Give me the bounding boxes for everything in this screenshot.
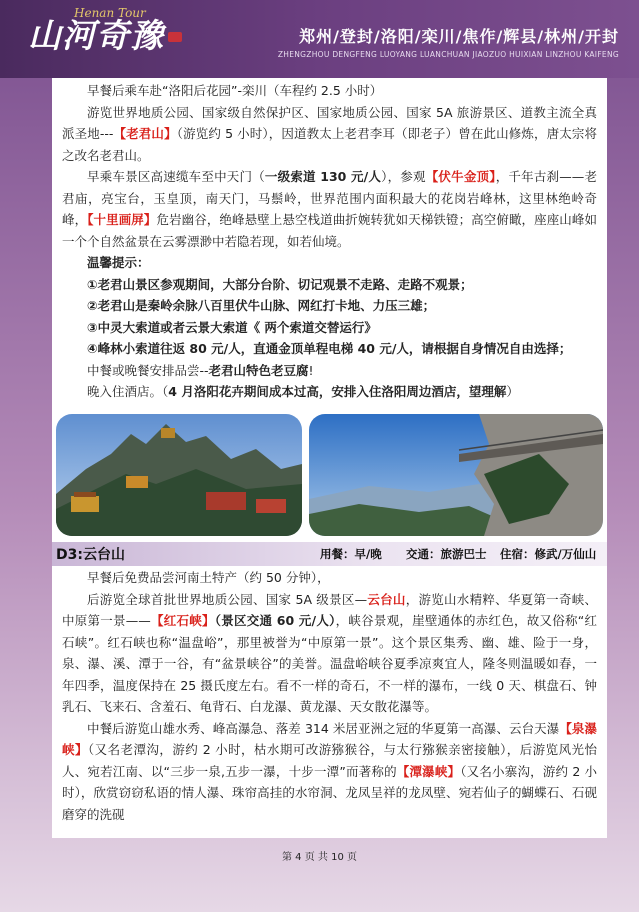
paragraph: 中餐后游览山雄水秀、峰高瀑急、落差 314 米居亚洲之冠的华夏第一高瀑、云台天瀑【泉瀑峡】（又名老潭沟，游约 2 小时，枯水期可改游猕猴谷，与太行猕猴亲密接触），后游览风光怡人、宛若江南、以“三步一泉,五步一瀑，十步一潭”而著称的【潭瀑峡】（又名小寨沟，游约 2 小时），欣赏窃窃私语的情人瀑、珠帘高挂的水帘洞、龙凤呈祥的龙凤壁、宛若仙子的蝴蝶石、石砚磨穿的洗砚 bbox=[62, 720, 597, 822]
day3-body bbox=[52, 567, 607, 825]
cliff-plankway-photo bbox=[309, 414, 603, 536]
paragraph: 后游览全球首批世界地质公园、国家 5A 级景区—云台山，游览山水精粹、华夏第一奇峡、中原第一景——【红石峡】（景区交通 60 元/人），峡谷景观，崖壁通体的赤红色，故又俗称“红石峡”。红石峡也称“温盘峪”，那里被誉为“中原第一景”。这个景区集秀、幽、雄、险于一身，泉、瀑、溪、潭于一谷，有“盆景峡谷”的美誉。温盘峪峡谷夏季凉爽宜人，隆冬则温暖如春，一年四季，温度保持在 25 摄氏度左右。看不一样的奇石，不一样的瀑布，一线 0 天、棋盘石、钟乳石、飞来石、含羞石、龟背石、白龙瀑、黄龙瀑、天女散花瀑等。 bbox=[62, 591, 597, 714]
logo-script: Henan Tour bbox=[74, 6, 146, 20]
cities-list: 郑州/登封/洛阳/栾川/焦作/辉县/林州/开封 bbox=[299, 27, 619, 46]
day2-body bbox=[52, 78, 607, 403]
tip-item: ③中灵大索道或者云景大索道《 两个索道交替运行》 bbox=[87, 319, 377, 335]
paragraph: 早乘车景区高速缆车至中天门（一级索道 130 元/人），参观【伏牛金顶】，千年古刹——老君庙，亮宝台，玉皇顶，南天门，马鬃岭，世界范围内面积最大的花岗岩峰林，这里林绝岭奇峰，【十里画屏】危岩幽谷，绝峰悬壁上悬空栈道曲折婉转犹如天梯铁镫；高空俯瞰，座座山峰如一个个自然盆景在云雾漂渺中若隐若现，如若仙境。 bbox=[62, 169, 597, 249]
day3-header bbox=[52, 542, 607, 566]
tip-item: ②老君山是秦岭余脉八百里伏牛山脉、网红打卡地、力压三雄； bbox=[87, 298, 436, 313]
tip-item: ④峰林小索道往返 80 元/人，直通金顶单程电梯 40 元/人，请根据自身情况自由选择； bbox=[87, 341, 572, 356]
transport-info: 交通：旅游巴士 bbox=[406, 547, 487, 561]
day-title: D3:云台山 bbox=[56, 547, 125, 563]
meals-info: 用餐：早/晚 bbox=[320, 547, 382, 561]
paragraph: 早餐后乘车赴“洛阳后花园”-栾川（车程约 2.5 小时） bbox=[87, 83, 383, 98]
paragraph: 中餐或晚餐安排品尝--老君山特色老豆腐! bbox=[87, 362, 314, 378]
tips-title: 温馨提示： bbox=[87, 255, 150, 270]
cities-pinyin: ZHENGZHOU DENGFENG LUOYANG LUANCHUAN JIAOZUO HUIXIAN LINZHOU KAIFENG bbox=[277, 50, 619, 59]
tip-item: ①老君山景区参观期间，大部分台阶、切记观景不走路、走路不观景； bbox=[87, 276, 473, 292]
stay-info: 住宿：修武/万仙山 bbox=[500, 547, 597, 561]
logo: 山河奇豫 bbox=[28, 16, 164, 55]
logo-seal bbox=[168, 32, 182, 42]
photo-row bbox=[56, 414, 603, 536]
laojun-temple-photo bbox=[56, 414, 302, 536]
paragraph: 早餐后免费品尝河南土特产（约 50 分钟）， bbox=[87, 570, 330, 585]
paragraph: 游览世界地质公园、国家级自然保护区、国家地质公园、国家 5A 旅游景区、道教主流全真派圣地---【老君山】（游览约 5 小时），因道教太上老君李耳（即老子）曾在此山修炼，唐太宗将之改名老君山。 bbox=[62, 104, 597, 163]
page-footer: 第 4 页 共 10 页 bbox=[282, 852, 357, 863]
document-page bbox=[52, 78, 607, 838]
header-banner bbox=[0, 0, 639, 78]
paragraph: 晚入住酒店。（4 月洛阳花卉期间成本过高，安排入住洛阳周边酒店，望理解） bbox=[87, 384, 519, 399]
